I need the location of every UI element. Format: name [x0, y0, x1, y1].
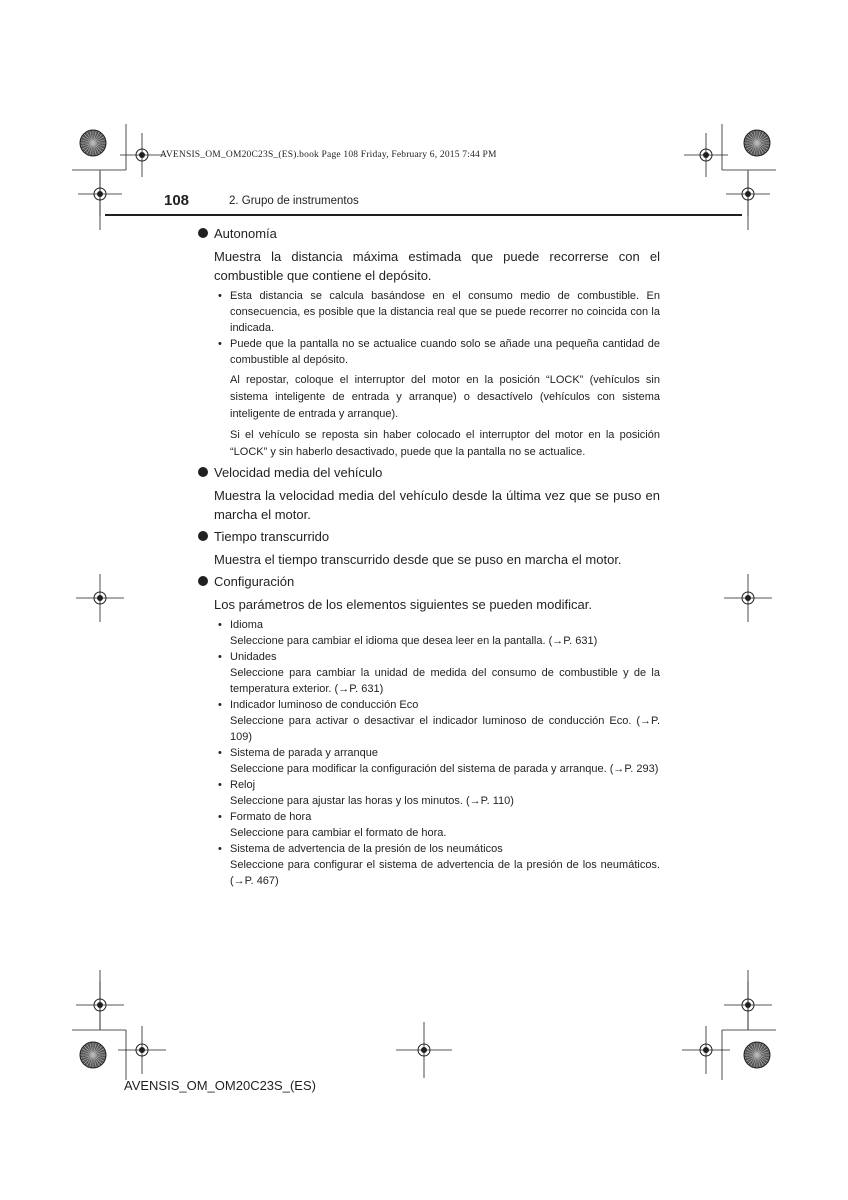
setting-label: • Indicador luminoso de conducción Eco [218, 699, 419, 711]
note-text: Esta distancia se calcula basándose en el consumo medio de combustible. En consecuencia, es posible que la distancia real que se puede recorrer no coincida con la indicada. [230, 290, 660, 334]
heading-text: Velocidad media del vehículo [214, 465, 383, 480]
registration-dot [97, 595, 103, 601]
note-item [198, 336, 660, 368]
bullet-mark: • [218, 779, 222, 791]
bullet-dot-icon [198, 531, 208, 541]
bullet-dot-icon [198, 228, 208, 238]
page-number: 108 [164, 192, 190, 209]
setting-label: • Reloj [218, 779, 256, 791]
bullet-mark: • [218, 747, 222, 759]
registration-dot [703, 152, 709, 158]
setting-description: Seleccione para cambiar el idioma que desea leer en la pantalla. (→P. 631) [230, 635, 598, 647]
note-item [198, 288, 660, 336]
heading-text: Tiempo transcurrido [214, 529, 330, 544]
section-title: 2. Grupo de instrumentos [229, 195, 359, 207]
bullet-mark: • [218, 619, 222, 631]
configuracion-text: Los parámetros de los elementos siguientes se pueden modificar. [214, 597, 592, 612]
setting-description: Seleccione para modificar la configuración del sistema de parada y arranque. (→P. 293) [230, 763, 659, 775]
autonomia-para-reposta: Si el vehículo se reposta sin haber colocado el interruptor del motor en la posición “LOCK” y sin haberlo desactivado, puede que la pantalla no se actualice. [230, 429, 660, 458]
velocidad-text: Muestra la velocidad media del vehículo desde la última vez que se puso en marcha el motor. [214, 488, 660, 522]
settings-list [198, 617, 660, 889]
setting-description: Seleccione para cambiar el formato de hora. [230, 827, 447, 839]
heading-velocidad [198, 463, 660, 482]
autonomia-para-lock: Al repostar, coloque el interruptor del motor en la posición “LOCK” (vehículos sin sistema inteligente de entrada y arranque) o desactívelo (vehículos con sistema inteligente de entrada y arranque). [230, 374, 660, 420]
footer-code: AVENSIS_OM_OM20C23S_(ES) [124, 1078, 316, 1093]
bullet-mark: • [218, 699, 222, 711]
header-rule [105, 214, 742, 216]
heading-text: Configuración [214, 574, 295, 589]
setting-description: Seleccione para configurar el sistema de advertencia de la presión de los neumáticos. (→P. 467) [230, 859, 660, 887]
registration-dot [745, 595, 751, 601]
bullet-mark: • [218, 843, 222, 855]
registration-dot [139, 152, 145, 158]
tiempo-text: Muestra el tiempo transcurrido desde que se puso en marcha el motor. [214, 552, 622, 567]
bullet-mark: • [218, 811, 222, 823]
bullet-mark: • [218, 651, 222, 663]
heading-autonomia [198, 224, 660, 243]
registration-dot [421, 1047, 427, 1053]
bullet-dot-icon [198, 576, 208, 586]
setting-label: • Idioma [218, 619, 264, 631]
setting-label: • Sistema de advertencia de la presión de los neumáticos [218, 843, 503, 855]
bullet-dot-icon [198, 467, 208, 477]
setting-description: Seleccione para ajustar las horas y los minutos. (→P. 110) [230, 795, 514, 807]
bullet-mark: • [218, 290, 222, 302]
setting-label: • Formato de hora [218, 811, 312, 823]
registration-dot [139, 1047, 145, 1053]
registration-dot [703, 1047, 709, 1053]
autonomia-text: Muestra la distancia máxima estimada que puede recorrerse con el combustible que contiene el depósito. [214, 249, 660, 283]
page-content [198, 224, 660, 889]
setting-label: • Unidades [218, 651, 277, 663]
bullet-mark: • [218, 338, 222, 350]
heading-configuracion [198, 572, 660, 591]
heading-text: Autonomía [214, 226, 277, 241]
setting-description: Seleccione para cambiar la unidad de medida del consumo de combustible y de la temperatura exterior. (→P. 631) [230, 667, 660, 695]
heading-tiempo [198, 527, 660, 546]
setting-label: • Sistema de parada y arranque [218, 747, 378, 759]
note-text: Puede que la pantalla no se actualice cuando solo se añade una pequeña cantidad de combustible al depósito. [230, 338, 660, 366]
file-info-line: AVENSIS_OM_OM20C23S_(ES).book Page 108 Friday, February 6, 2015 7:44 PM [160, 150, 497, 160]
setting-description: Seleccione para activar o desactivar el indicador luminoso de conducción Eco. (→P. 109) [230, 715, 660, 743]
